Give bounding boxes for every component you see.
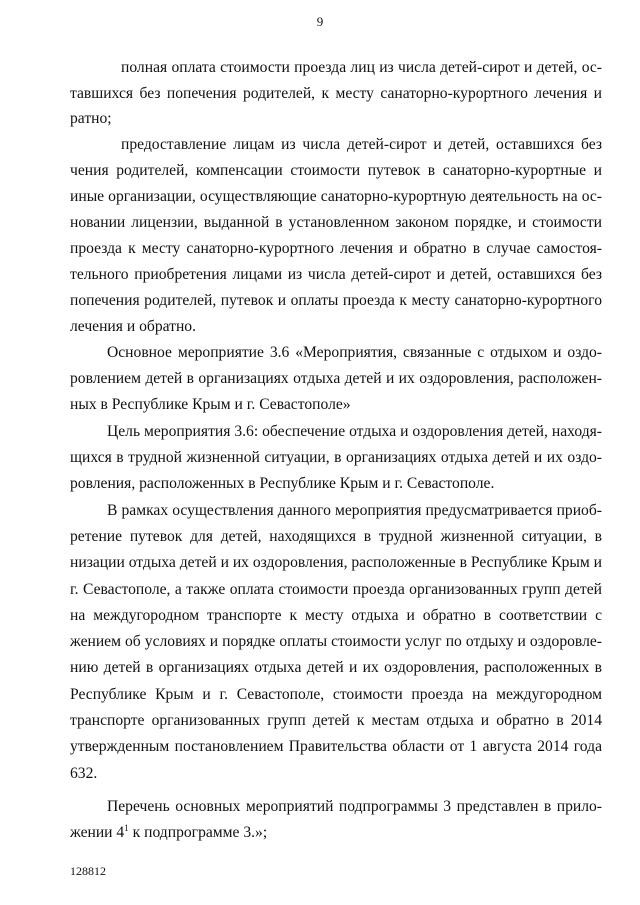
- text-line: 632.: [70, 765, 98, 782]
- text-line: г. Севастополе, а также оплата стоимости проезда организованных групп детей: [70, 581, 602, 598]
- text-line: проезда к месту санаторно-курортного лечения и обратно в случае самостоя-: [70, 240, 602, 257]
- text-line: ратно;: [70, 110, 112, 127]
- text-line-with-superscript: [70, 823, 602, 843]
- text-line: чения родителей, компенсации стоимости путевок в санаторно-курортные и: [70, 162, 602, 179]
- superscript: 1: [124, 823, 129, 833]
- text-line: новании лицензии, выданной в установленном законом порядке, и стоимости: [70, 214, 602, 231]
- text-line: утвержденным постановлением Правительства области от 1 августа 2014 года: [70, 738, 602, 755]
- text-line: ных в Республике Крым и г. Севастополе»: [70, 396, 351, 413]
- text-line: жением об условиях и порядке оплаты стоимости услуг по отдыху и оздоровле-: [70, 633, 602, 650]
- text-line: лечения и обратно.: [70, 318, 196, 335]
- page-number: 9: [316, 14, 324, 29]
- text-fragment: к подпрограмме 3.»;: [128, 824, 268, 841]
- text-fragment: жении 4: [70, 824, 125, 841]
- text-line: низации отдыха детей и их оздоровления, расположенные в Республике Крым и: [70, 554, 602, 571]
- text-line: на междугородном транспорте к месту отдыха и обратно в соответствии с: [70, 607, 602, 624]
- text-line: предоставление лицам из числа детей-сирот и детей, оставшихся без: [121, 136, 602, 153]
- text-line: Цель мероприятия 3.6: обеспечение отдыха и оздоровления детей, находя-: [107, 423, 602, 440]
- text-line: Республике Крым и г. Севастополе, стоимости проезда на междугородном: [70, 686, 602, 703]
- text-line: нию детей в организациях отдыха детей и их оздоровления, расположенных в: [70, 659, 602, 676]
- text-line: В рамках осуществления данного мероприятия предусматривается приоб-: [107, 502, 602, 519]
- text-line: тавшихся без попечения родителей, к месту санаторно-курортного лечения и: [70, 85, 602, 102]
- text-line: транспорте организованных групп детей к местам отдыха и обратно в 2014: [70, 712, 602, 729]
- footer-document-code: 128812: [70, 864, 106, 878]
- text-line: Перечень основных мероприятий подпрограммы 3 представлен в прило-: [107, 798, 602, 815]
- text-line: полная оплата стоимости проезда лиц из числа детей-сирот и детей, ос-: [121, 59, 602, 76]
- text-line: Основное мероприятие 3.6 «Мероприятия, связанные с отдыхом и оздо-: [107, 344, 602, 361]
- text-line: ретение путевок для детей, находящихся в трудной жизненной ситуации, в: [70, 528, 602, 545]
- text-line: ровления, расположенных в Республике Крым и г. Севастополе.: [70, 475, 495, 492]
- text-line: иные организации, осуществляющие санаторно-курортную деятельность на ос-: [70, 188, 602, 205]
- text-line: ровлением детей в организациях отдыха детей и их оздоровления, расположен-: [70, 370, 602, 387]
- text-line: тельного приобретения лицами из числа детей-сирот и детей, оставшихся без: [70, 266, 602, 283]
- text-line: попечения родителей, путевок и оплаты проезда к месту санаторно-курортного: [70, 292, 602, 309]
- text-line: щихся в трудной жизненной ситуации, в организациях отдыха детей и их оздо-: [70, 449, 602, 466]
